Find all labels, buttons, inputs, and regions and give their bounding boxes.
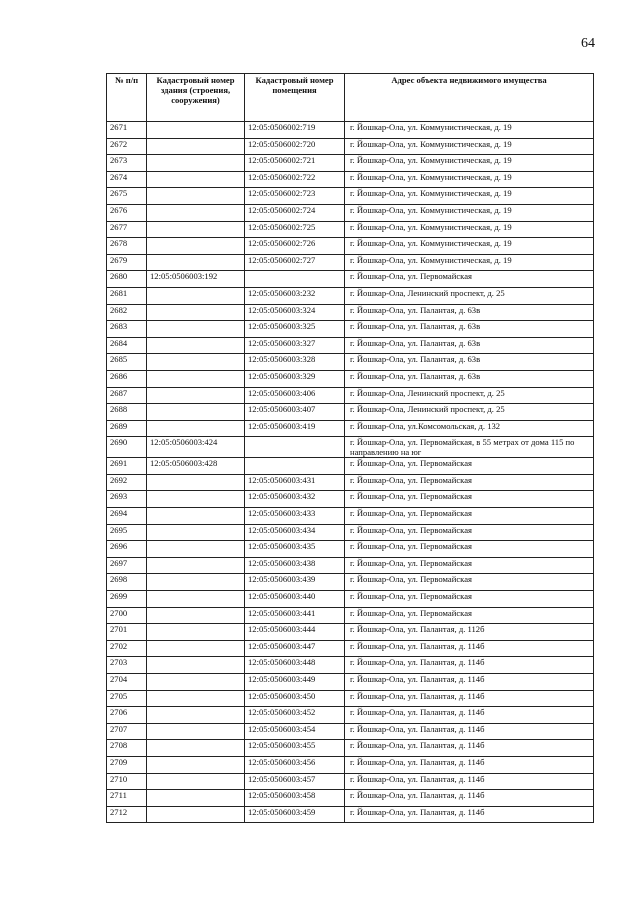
cell-address: г. Йошкар-Ола, ул. Палантая, д. 114б [345,674,594,691]
cell-building-number [147,138,245,155]
cell-building-number [147,557,245,574]
page-number: 64 [581,36,595,51]
cell-building-number [147,287,245,304]
cell-row-number: 2675 [107,188,147,205]
table-row [107,238,594,255]
cell-address: г. Йошкар-Ола, ул. Коммунистическая, д. 19 [345,204,594,221]
cell-row-number: 2712 [107,806,147,823]
cell-building-number [147,524,245,541]
cell-row-number: 2687 [107,387,147,404]
cell-row-number: 2700 [107,607,147,624]
cell-room-number: 12:05:0506003:431 [245,474,345,491]
table-row [107,790,594,807]
cell-room-number: 12:05:0506003:434 [245,524,345,541]
cell-address: г. Йошкар-Ола, ул. Коммунистическая, д. 19 [345,155,594,172]
cell-row-number: 2674 [107,171,147,188]
cell-row-number: 2710 [107,773,147,790]
cell-room-number: 12:05:0506003:435 [245,541,345,558]
cell-address: г. Йошкар-Ола, ул. Палантая, д. 114б [345,707,594,724]
table-row [107,321,594,338]
table-row [107,474,594,491]
cell-row-number: 2701 [107,624,147,641]
cell-address: г. Йошкар-Ола, ул. Палантая, д. 114б [345,657,594,674]
cell-room-number: 12:05:0506003:432 [245,491,345,508]
cell-row-number: 2682 [107,304,147,321]
cell-room-number: 12:05:0506003:433 [245,508,345,525]
cell-room-number: 12:05:0506003:454 [245,723,345,740]
cell-room-number: 12:05:0506003:441 [245,607,345,624]
cell-room-number: 12:05:0506003:439 [245,574,345,591]
cell-building-number [147,624,245,641]
cell-building-number [147,674,245,691]
cell-address: г. Йошкар-Ола, ул. Коммунистическая, д. 19 [345,188,594,205]
cell-address: г. Йошкар-Ола, ул. Первомайская [345,541,594,558]
property-registry-table [106,73,594,823]
cell-building-number [147,690,245,707]
table-row [107,508,594,525]
table-row [107,404,594,421]
cell-address: г. Йошкар-Ола, ул. Палантая, д. 114б [345,806,594,823]
cell-building-number [147,740,245,757]
cell-building-number: 12:05:0506003:192 [147,271,245,288]
cell-building-number [147,155,245,172]
cell-address: г. Йошкар-Ола, ул.Комсомольская, д. 132 [345,420,594,437]
cell-row-number: 2673 [107,155,147,172]
table-row [107,674,594,691]
cell-room-number: 12:05:0506002:725 [245,221,345,238]
cell-room-number: 12:05:0506003:232 [245,287,345,304]
table-row [107,287,594,304]
table-row [107,756,594,773]
cell-building-number [147,474,245,491]
cell-address: г. Йошкар-Ола, ул. Палантая, д. 112б [345,624,594,641]
cell-address: г. Йошкар-Ола, ул. Первомайская, в 55 метрах от дома 115 по направлению на юг [345,437,594,458]
cell-row-number: 2689 [107,420,147,437]
cell-building-number [147,541,245,558]
cell-address: г. Йошкар-Ола, Ленинский проспект, д. 25 [345,287,594,304]
cell-address: г. Йошкар-Ола, ул. Первомайская [345,458,594,475]
cell-room-number: 12:05:0506002:721 [245,155,345,172]
cell-building-number [147,707,245,724]
cell-room-number: 12:05:0506003:419 [245,420,345,437]
cell-room-number: 12:05:0506002:723 [245,188,345,205]
cell-room-number: 12:05:0506003:406 [245,387,345,404]
cell-row-number: 2688 [107,404,147,421]
cell-building-number [147,657,245,674]
table-row [107,806,594,823]
cell-address: г. Йошкар-Ола, ул. Коммунистическая, д. 19 [345,238,594,255]
cell-building-number [147,171,245,188]
cell-row-number: 2684 [107,337,147,354]
table-row [107,271,594,288]
cell-building-number [147,607,245,624]
cell-row-number: 2696 [107,541,147,558]
cell-address: г. Йошкар-Ола, ул. Палантая, д. 63в [345,337,594,354]
cell-row-number: 2703 [107,657,147,674]
cell-room-number: 12:05:0506003:327 [245,337,345,354]
cell-address: г. Йошкар-Ола, Ленинский проспект, д. 25 [345,387,594,404]
cell-room-number: 12:05:0506003:438 [245,557,345,574]
cell-address: г. Йошкар-Ола, ул. Палантая, д. 114б [345,773,594,790]
cell-building-number [147,221,245,238]
cell-room-number: 12:05:0506003:328 [245,354,345,371]
cell-row-number: 2681 [107,287,147,304]
table-row [107,458,594,475]
cell-building-number: 12:05:0506003:428 [147,458,245,475]
table-row [107,524,594,541]
cell-building-number [147,773,245,790]
cell-building-number [147,756,245,773]
table-row [107,138,594,155]
cell-row-number: 2695 [107,524,147,541]
cell-room-number: 12:05:0506003:455 [245,740,345,757]
cell-address: г. Йошкар-Ола, ул. Палантая, д. 63в [345,321,594,338]
cell-address: г. Йошкар-Ола, ул. Палантая, д. 63в [345,304,594,321]
cell-address: г. Йошкар-Ола, ул. Первомайская [345,524,594,541]
cell-address: г. Йошкар-Ола, ул. Коммунистическая, д. 19 [345,221,594,238]
table-row [107,690,594,707]
cell-building-number [147,723,245,740]
cell-room-number [245,437,345,458]
table-row [107,723,594,740]
cell-row-number: 2679 [107,254,147,271]
cell-row-number: 2694 [107,508,147,525]
cell-room-number: 12:05:0506003:448 [245,657,345,674]
cell-building-number [147,370,245,387]
table-row [107,591,594,608]
cell-row-number: 2706 [107,707,147,724]
cell-address: г. Йошкар-Ола, ул. Коммунистическая, д. 19 [345,138,594,155]
cell-row-number: 2676 [107,204,147,221]
table-row [107,188,594,205]
cell-room-number: 12:05:0506002:727 [245,254,345,271]
cell-building-number [147,304,245,321]
cell-row-number: 2711 [107,790,147,807]
cell-room-number: 12:05:0506002:726 [245,238,345,255]
cell-row-number: 2683 [107,321,147,338]
cell-row-number: 2691 [107,458,147,475]
cell-building-number [147,321,245,338]
cell-address: г. Йошкар-Ола, ул. Первомайская [345,557,594,574]
cell-row-number: 2685 [107,354,147,371]
cell-row-number: 2705 [107,690,147,707]
cell-address: г. Йошкар-Ола, ул. Первомайская [345,491,594,508]
cell-address: г. Йошкар-Ола, ул. Первомайская [345,474,594,491]
table-row [107,437,594,458]
cell-building-number [147,591,245,608]
cell-address: г. Йошкар-Ола, ул. Первомайская [345,607,594,624]
cell-address: г. Йошкар-Ола, ул. Коммунистическая, д. 19 [345,122,594,139]
cell-address: г. Йошкар-Ола, ул. Палантая, д. 114б [345,756,594,773]
cell-row-number: 2686 [107,370,147,387]
cell-row-number: 2697 [107,557,147,574]
cell-room-number: 12:05:0506003:444 [245,624,345,641]
cell-row-number: 2678 [107,238,147,255]
header-row-number: № п/п [107,74,147,122]
table-body [107,122,594,823]
cell-room-number: 12:05:0506003:407 [245,404,345,421]
cell-room-number [245,458,345,475]
cell-address: г. Йошкар-Ола, ул. Палантая, д. 114б [345,723,594,740]
table-row [107,387,594,404]
table-row [107,221,594,238]
table-row [107,557,594,574]
cell-room-number: 12:05:0506003:325 [245,321,345,338]
cell-room-number: 12:05:0506003:447 [245,640,345,657]
cell-address: г. Йошкар-Ола, ул. Коммунистическая, д. 19 [345,171,594,188]
table-row [107,740,594,757]
cell-row-number: 2677 [107,221,147,238]
cell-building-number [147,254,245,271]
table-row [107,773,594,790]
table-row [107,574,594,591]
cell-building-number [147,387,245,404]
cell-room-number: 12:05:0506003:329 [245,370,345,387]
cell-room-number: 12:05:0506003:450 [245,690,345,707]
cell-building-number [147,122,245,139]
header-address: Адрес объекта недвижимого имущества [345,74,594,122]
cell-room-number: 12:05:0506002:722 [245,171,345,188]
cell-building-number [147,508,245,525]
cell-row-number: 2707 [107,723,147,740]
table-row [107,491,594,508]
cell-row-number: 2680 [107,271,147,288]
table-row [107,607,594,624]
cell-row-number: 2709 [107,756,147,773]
cell-room-number: 12:05:0506003:456 [245,756,345,773]
table-row [107,171,594,188]
cell-building-number [147,404,245,421]
table-header-row [107,74,594,122]
cell-address: г. Йошкар-Ола, Ленинский проспект, д. 25 [345,404,594,421]
cell-building-number [147,790,245,807]
cell-address: г. Йошкар-Ола, ул. Палантая, д. 63в [345,354,594,371]
table-row [107,155,594,172]
table-row [107,122,594,139]
cell-address: г. Йошкар-Ола, ул. Первомайская [345,574,594,591]
cell-room-number: 12:05:0506002:724 [245,204,345,221]
cell-row-number: 2672 [107,138,147,155]
header-building-cadastral-number: Кадастровый номер здания (строения, сооружения) [147,74,245,122]
cell-row-number: 2671 [107,122,147,139]
cell-room-number: 12:05:0506003:324 [245,304,345,321]
table-row [107,707,594,724]
cell-room-number: 12:05:0506003:459 [245,806,345,823]
cell-building-number [147,640,245,657]
table-row [107,420,594,437]
cell-building-number [147,204,245,221]
cell-room-number: 12:05:0506003:440 [245,591,345,608]
cell-building-number: 12:05:0506003:424 [147,437,245,458]
cell-address: г. Йошкар-Ола, ул. Палантая, д. 114б [345,740,594,757]
table-row [107,624,594,641]
cell-address: г. Йошкар-Ола, ул. Первомайская [345,591,594,608]
cell-building-number [147,354,245,371]
table-row [107,370,594,387]
cell-room-number: 12:05:0506002:719 [245,122,345,139]
cell-building-number [147,806,245,823]
cell-row-number: 2708 [107,740,147,757]
cell-row-number: 2702 [107,640,147,657]
cell-row-number: 2690 [107,437,147,458]
cell-address: г. Йошкар-Ола, ул. Палантая, д. 114б [345,790,594,807]
table-row [107,541,594,558]
cell-row-number: 2704 [107,674,147,691]
cell-building-number [147,188,245,205]
cell-row-number: 2692 [107,474,147,491]
cell-address: г. Йошкар-Ола, ул. Палантая, д. 114б [345,690,594,707]
cell-building-number [147,574,245,591]
cell-address: г. Йошкар-Ола, ул. Палантая, д. 63в [345,370,594,387]
cell-row-number: 2699 [107,591,147,608]
table-row [107,640,594,657]
cell-address: г. Йошкар-Ола, ул. Палантая, д. 114б [345,640,594,657]
table-row [107,254,594,271]
cell-room-number [245,271,345,288]
header-room-cadastral-number: Кадастровый номер помещения [245,74,345,122]
cell-room-number: 12:05:0506003:452 [245,707,345,724]
table-row [107,337,594,354]
cell-address: г. Йошкар-Ола, ул. Коммунистическая, д. 19 [345,254,594,271]
cell-building-number [147,337,245,354]
cell-row-number: 2693 [107,491,147,508]
table-row [107,204,594,221]
table-row [107,304,594,321]
cell-room-number: 12:05:0506002:720 [245,138,345,155]
cell-row-number: 2698 [107,574,147,591]
cell-building-number [147,420,245,437]
cell-address: г. Йошкар-Ола, ул. Первомайская [345,508,594,525]
cell-building-number [147,238,245,255]
cell-address: г. Йошкар-Ола, ул. Первомайская [345,271,594,288]
table-row [107,354,594,371]
cell-room-number: 12:05:0506003:457 [245,773,345,790]
table-row [107,657,594,674]
cell-room-number: 12:05:0506003:458 [245,790,345,807]
cell-room-number: 12:05:0506003:449 [245,674,345,691]
cell-building-number [147,491,245,508]
